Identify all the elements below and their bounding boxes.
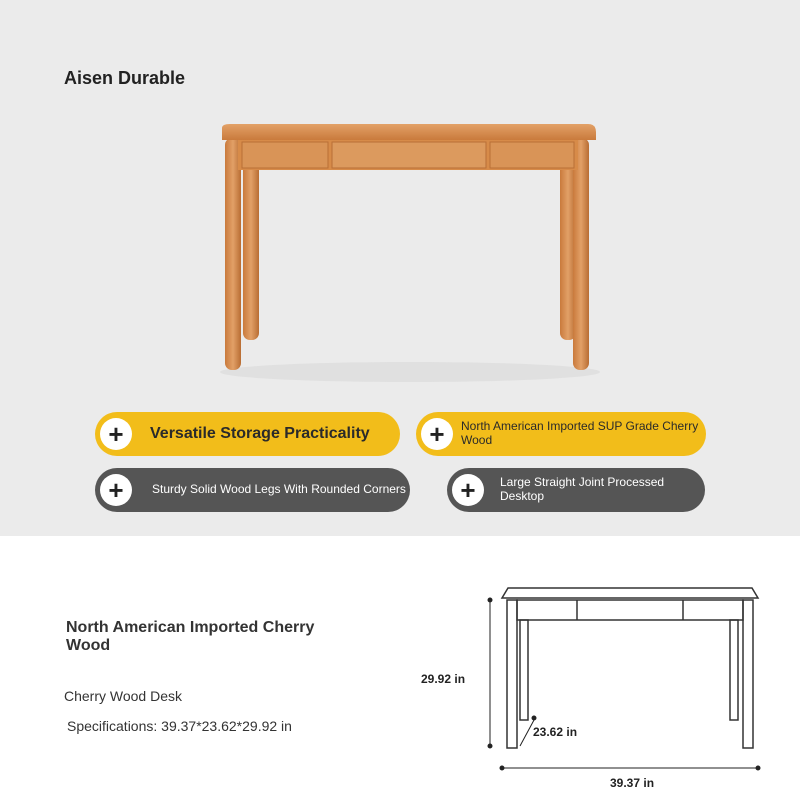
feature-label: Versatile Storage Practicality xyxy=(150,424,370,442)
product-headline: North American Imported Cherry Wood xyxy=(66,619,315,654)
product-specs: Specifications: 39.37*23.62*29.92 in xyxy=(67,718,292,734)
feature-pill-desktop[interactable] xyxy=(447,468,705,512)
plus-icon: + xyxy=(100,474,132,506)
product-name: Cherry Wood Desk xyxy=(64,688,183,704)
plus-icon: + xyxy=(100,418,132,450)
depth-dimension-label: 23.62 in xyxy=(533,725,578,739)
feature-pill-storage[interactable] xyxy=(95,412,400,456)
feature-label: Sturdy Solid Wood Legs With Rounded Corners xyxy=(152,482,406,497)
height-dimension-label: 29.92 in xyxy=(421,672,466,686)
feature-pill-cherry-wood[interactable] xyxy=(416,412,706,456)
plus-icon: + xyxy=(452,474,484,506)
plus-icon: + xyxy=(421,418,453,450)
feature-pill-legs[interactable] xyxy=(95,468,410,512)
feature-label: Large Straight Joint Processed Desktop xyxy=(500,475,665,503)
width-dimension-label: 39.37 in xyxy=(610,776,655,790)
brand-title: Aisen Durable xyxy=(64,68,186,88)
desk-photo xyxy=(200,110,620,390)
desk-dimension-drawing xyxy=(480,580,780,780)
feature-label: North American Imported SUP Grade Cherry Wood xyxy=(461,419,699,447)
